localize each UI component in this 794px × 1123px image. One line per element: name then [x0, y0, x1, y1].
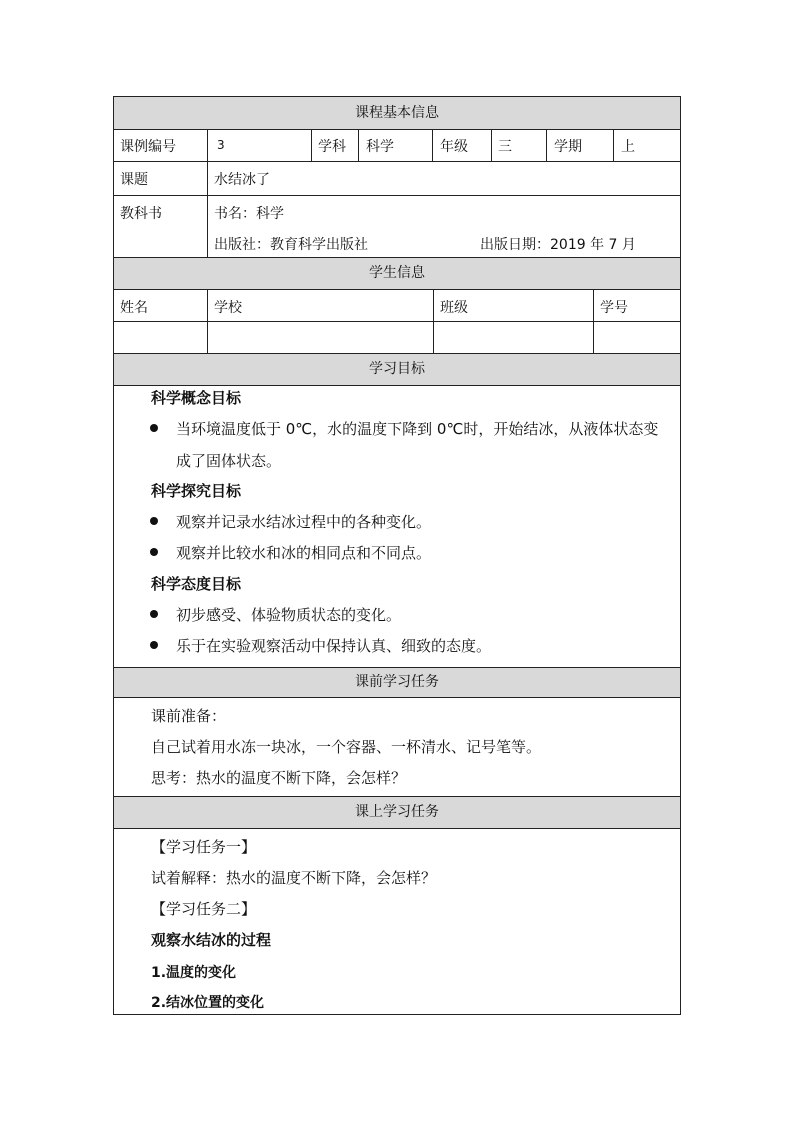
pre-class-header: 课前学习任务	[355, 674, 439, 690]
lesson-plan-table	[113, 96, 681, 1015]
course-info-header: 课程基本信息	[355, 105, 439, 121]
task2-item-1: 1.温度的变化	[151, 965, 237, 981]
col-divider	[546, 129, 547, 161]
bullet-icon	[150, 641, 158, 649]
row-divider	[114, 129, 680, 130]
publisher: 出版社：教育科学出版社	[214, 237, 368, 253]
bullet-icon	[150, 548, 158, 556]
col-divider	[358, 129, 359, 161]
publish-date: 出版日期：2019 年 7 月	[480, 237, 636, 253]
inquiry-goal-1: 观察并记录水结冰过程中的各种变化。	[176, 513, 432, 531]
task1-label: 【学习任务一】	[151, 838, 257, 856]
student-school-label: 学校	[214, 300, 242, 316]
row-divider	[114, 289, 680, 290]
student-school-field[interactable]	[209, 322, 432, 352]
concept-goal-line2: 成了固体状态。	[176, 452, 282, 470]
case-no-value: 3	[217, 138, 225, 152]
col-divider	[207, 129, 208, 257]
row-divider	[114, 385, 680, 386]
task2-label: 【学习任务二】	[151, 900, 257, 918]
student-id-field[interactable]	[595, 322, 680, 352]
task2-title: 观察水结冰的过程	[151, 931, 272, 949]
row-divider	[114, 161, 680, 162]
concept-goal-line1: 当环境温度低于 0℃，水的温度下降到 0℃时，开始结冰，从液体状态变	[176, 420, 659, 438]
col-divider	[432, 129, 433, 161]
student-name-field[interactable]	[115, 322, 206, 352]
col-divider	[613, 129, 614, 161]
term-label: 学期	[554, 139, 582, 155]
student-name-label: 姓名	[120, 300, 148, 316]
book-name: 书名：科学	[214, 206, 284, 222]
student-class-field[interactable]	[435, 322, 592, 352]
pre-class-prep-label: 课前准备：	[151, 707, 227, 725]
task1-text: 试着解释：热水的温度不断下降，会怎样？	[151, 869, 437, 887]
attitude-goal-title: 科学态度目标	[151, 575, 242, 593]
objectives-header: 学习目标	[369, 361, 425, 377]
row-divider	[114, 697, 680, 698]
bullet-icon	[150, 610, 158, 618]
pre-class-prep-text: 自己试着用水冻一块冰，一个容器、一杯清水、记号笔等。	[151, 738, 542, 756]
bullet-icon	[150, 517, 158, 525]
col-divider	[207, 289, 208, 353]
attitude-goal-2: 乐于在实验观察活动中保持认真、细致的态度。	[176, 637, 492, 655]
inquiry-goal-2: 观察并比较水和冰的相同点和不同点。	[176, 544, 432, 562]
subject-label: 学科	[318, 139, 346, 155]
col-divider	[491, 129, 492, 161]
concept-goal-title: 科学概念目标	[151, 389, 242, 407]
subject-value: 科学	[366, 139, 394, 155]
grade-value: 三	[498, 139, 512, 155]
student-class-label: 班级	[440, 300, 468, 316]
topic-label: 课题	[120, 172, 148, 188]
in-class-header: 课上学习任务	[355, 804, 439, 820]
student-id-label: 学号	[600, 300, 628, 316]
textbook-label: 教科书	[120, 206, 162, 222]
bullet-icon	[150, 424, 158, 432]
case-no-label: 课例编号	[120, 139, 176, 155]
student-info-header: 学生信息	[369, 265, 425, 281]
grade-label: 年级	[440, 139, 468, 155]
attitude-goal-1: 初步感受、体验物质状态的变化。	[176, 606, 402, 624]
col-divider	[593, 289, 594, 353]
col-divider	[311, 129, 312, 161]
inquiry-goal-title: 科学探究目标	[151, 482, 242, 500]
pre-class-think: 思考：热水的温度不断下降，会怎样？	[151, 769, 407, 787]
task2-item-2: 2.结冰位置的变化	[151, 995, 265, 1011]
col-divider	[433, 289, 434, 353]
term-value: 上	[621, 139, 635, 155]
row-divider	[114, 828, 680, 829]
row-divider	[114, 195, 680, 196]
topic-value: 水结冰了	[214, 172, 270, 188]
